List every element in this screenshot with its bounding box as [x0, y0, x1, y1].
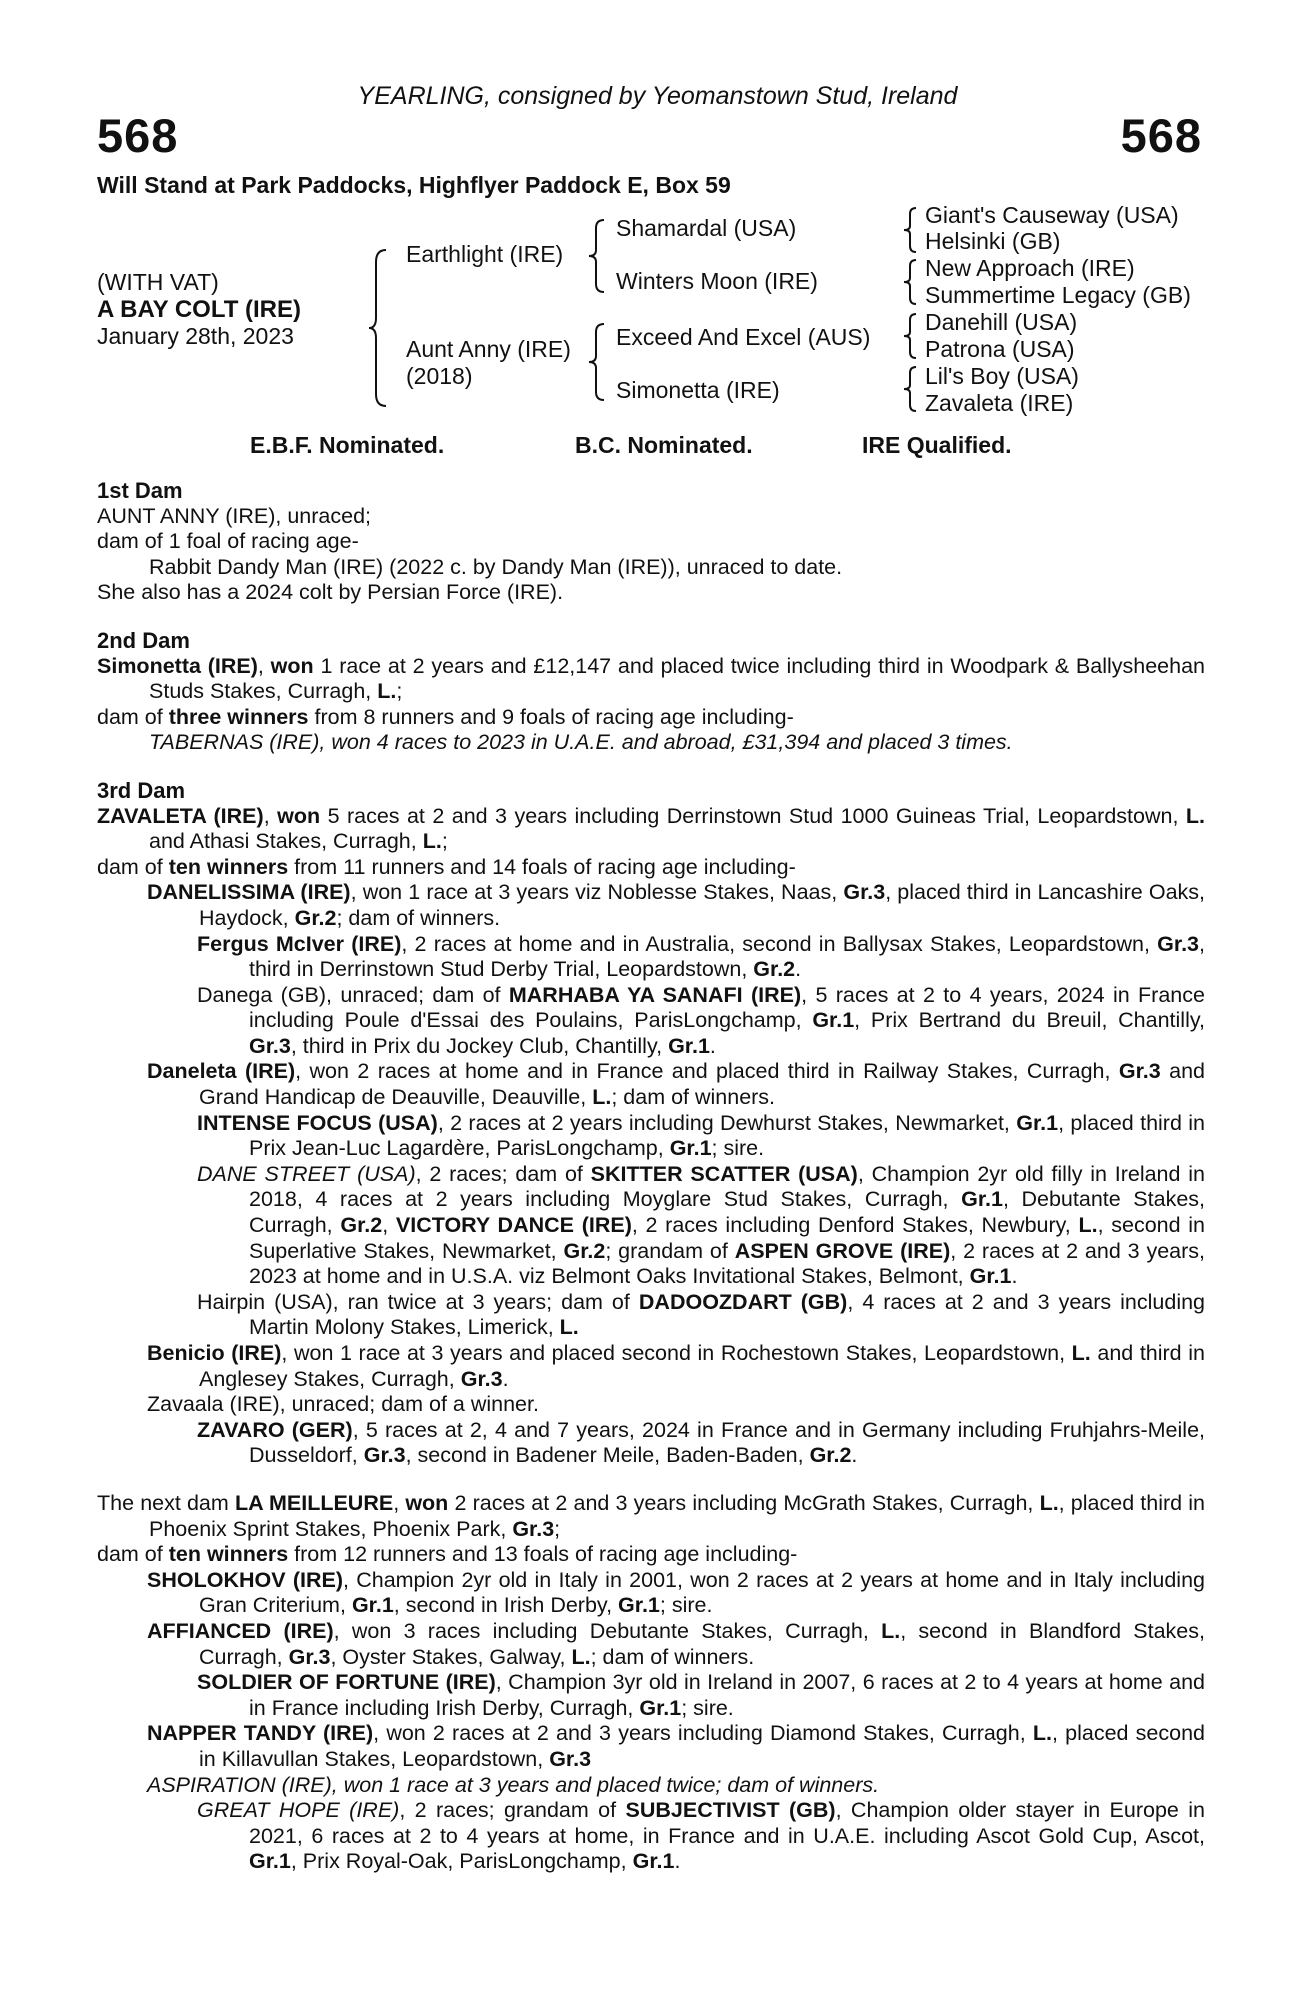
- pedigree-dam-dam: Simonetta (IRE): [616, 377, 780, 403]
- subject-dob: January 28th, 2023: [97, 323, 294, 349]
- second-dam-entry: Simonetta (IRE), won 1 race at 2 years and £12,147 and placed twice including third in Woodpark & Ballysheehan Studs Stakes, Curragh, L.;: [97, 653, 1205, 704]
- pedigree-brace-dam: [588, 322, 608, 402]
- entry-soldier-of-fortune: SOLDIER OF FORTUNE (IRE), Champion 3yr old in Ireland in 2007, 6 races at 2 to 4 years at home and in France including Irish Derby, Curragh, Gr.1; sire.: [197, 1670, 1205, 1720]
- entry-napper-tandy: NAPPER TANDY (IRE), won 2 races at 2 and 3 years including Diamond Stakes, Curragh, L., placed second in Killavullan Stakes, Leopardstown, Gr.3: [147, 1721, 1205, 1771]
- pedigree-gg5: Danehill (USA): [925, 309, 1078, 335]
- pedigree-dam: Aunt Anny (IRE): [406, 336, 571, 362]
- first-dam-heading: 1st Dam: [97, 478, 183, 503]
- entry-sholokhov: SHOLOKHOV (IRE), Champion 2yr old in Italy in 2001, won 2 races at 2 years at home and in Italy including Gran Criterium, Gr.1, second in Irish Derby, Gr.1; sire.: [147, 1567, 1205, 1618]
- pedigree-sire-sire: Shamardal (USA): [616, 215, 797, 241]
- pedigree-gg6: Patrona (USA): [925, 336, 1075, 362]
- pedigree-dam-year: (2018): [406, 363, 473, 389]
- ire-qualified: IRE Qualified.: [862, 432, 1012, 458]
- first-dam-note: She also has a 2024 colt by Persian Force (IRE).: [97, 580, 564, 605]
- dam-produce-record: [97, 478, 1205, 1875]
- third-dam-entry: ZAVALETA (IRE), won 5 races at 2 and 3 years including Derrinstown Stud 1000 Guineas Trial, Leopardstown, L. and Athasi Stakes, Curragh, L.;: [97, 803, 1205, 854]
- pedigree-gg4: Summertime Legacy (GB): [925, 282, 1191, 308]
- subject-name: A BAY COLT (IRE): [97, 296, 302, 323]
- lot-number-left: 568: [97, 109, 179, 162]
- lot-number-right: 568: [1120, 109, 1202, 162]
- entry-great-hope: GREAT HOPE (IRE), 2 races; grandam of SUBJECTIVIST (GB), Champion older stayer in Europe in 2021, 6 races at 2 to 4 years at home, in France and in U.A.E. including Ascot Gold Cup, Ascot, Gr.1, Prix Royal-Oak, ParisLongchamp, Gr.1.: [197, 1798, 1205, 1874]
- second-dam-produce: dam of three winners from 8 runners and 9 foals of racing age including-: [97, 704, 794, 729]
- first-dam-foal: Rabbit Dandy Man (IRE) (2022 c. by Dandy Man (IRE)), unraced to date.: [149, 554, 843, 579]
- pedigree-brace-sire: [588, 218, 608, 294]
- second-dam-heading: 2nd Dam: [97, 627, 190, 653]
- pedigree-dam-sire: Exceed And Excel (AUS): [616, 324, 871, 350]
- pedigree-brace-g78: [903, 365, 919, 413]
- entry-daneleta: Daneleta (IRE), won 2 races at home and in France and placed third in Railway Stakes, Curragh, Gr.3 and Grand Handicap de Deauville, Deauville, L.; dam of winners.: [147, 1059, 1205, 1110]
- consignment-line: YEARLING, consigned by Yeomanstown Stud, Ireland: [357, 82, 958, 110]
- entry-danega: Danega (GB), unraced; dam of MARHABA YA SANAFI (IRE), 5 races at 2 to 4 years, 2024 in France including Poule d'Essai des Poulains, ParisLongchamp, Gr.1, Prix Bertrand du Breuil, Chantilly, Gr.3, third in Prix du Jockey Club, Chantilly, Gr.1.: [197, 982, 1205, 1058]
- first-dam-produce-count: dam of 1 foal of racing age-: [97, 529, 359, 554]
- vat-note: (WITH VAT): [97, 269, 219, 295]
- pedigree-sire: Earthlight (IRE): [406, 241, 564, 267]
- entry-aspiration: ASPIRATION (IRE), won 1 race at 3 years and placed twice; dam of winners.: [147, 1772, 880, 1797]
- entry-hairpin: Hairpin (USA), ran twice at 3 years; dam of DADOOZDART (GB), 4 races at 2 and 3 years including Martin Molony Stakes, Limerick, L.: [197, 1289, 1206, 1340]
- pedigree-brace-main: [368, 248, 390, 408]
- second-dam-tabernas: TABERNAS (IRE), won 4 races to 2023 in U.A.E. and abroad, £31,394 and placed 3 times.: [149, 730, 1013, 755]
- next-dam-entry: The next dam LA MEILLEURE, won 2 races at 2 and 3 years including McGrath Stakes, Curragh, L., placed third in Phoenix Sprint Stakes, Phoenix Park, Gr.3;: [97, 1490, 1205, 1541]
- entry-benicio: Benicio (IRE), won 1 race at 3 years and placed second in Rochestown Stakes, Leopardstown, L. and third in Anglesey Stakes, Curragh, Gr.3.: [147, 1341, 1205, 1391]
- entry-zavaala: Zavaala (IRE), unraced; dam of a winner.: [147, 1392, 539, 1417]
- pedigree-gg2: Helsinki (GB): [925, 228, 1061, 254]
- first-dam-line: AUNT ANNY (IRE), unraced;: [97, 503, 372, 528]
- stand-location: Will Stand at Park Paddocks, Highflyer Paddock E, Box 59: [97, 172, 731, 198]
- entry-zavaro: ZAVARO (GER), 5 races at 2, 4 and 7 years, 2024 in France and in Germany including Fruhjahrs-Meile, Dusseldorf, Gr.3, second in Badener Meile, Baden-Baden, Gr.2.: [197, 1417, 1205, 1468]
- third-dam-heading: 3rd Dam: [97, 777, 186, 803]
- pedigree-brace-g34: [903, 258, 919, 306]
- entry-danelissima: DANELISSIMA (IRE), won 1 race at 3 years viz Noblesse Stakes, Naas, Gr.3, placed third in Lancashire Oaks, Haydock, Gr.2; dam of winners.: [147, 880, 1206, 930]
- ebf-nominated: E.B.F. Nominated.: [250, 432, 445, 458]
- entry-intense-focus: INTENSE FOCUS (USA), 2 races at 2 years including Dewhurst Stakes, Newmarket, Gr.1, placed third in Prix Jean-Luc Lagardère, ParisLongchamp, Gr.1; sire.: [197, 1110, 1205, 1161]
- next-dam-produce: dam of ten winners from 12 runners and 13 foals of racing age including-: [97, 1542, 798, 1567]
- pedigree-gg8: Zavaleta (IRE): [925, 390, 1074, 416]
- entry-dane-street: DANE STREET (USA), 2 races; dam of SKITTER SCATTER (USA), Champion 2yr old filly in Ireland in 2018, 4 races at 2 years including Moyglare Stud Stakes, Curragh, Gr.1, Debutante Stakes, Curragh, Gr.2, VICTORY DANCE (IRE), 2 races including Denford Stakes, Newbury, L., second in Superlative Stakes, Newmarket, Gr.2; grandam of ASPEN GROVE (IRE), 2 races at 2 and 3 years, 2023 at home and in U.S.A. viz Belmont Oaks Invitational Stakes, Belmont, Gr.1.: [197, 1161, 1206, 1289]
- pedigree-gg7: Lil's Boy (USA): [925, 363, 1079, 389]
- pedigree-gg1: Giant's Causeway (USA): [925, 202, 1179, 228]
- entry-affianced: AFFIANCED (IRE), won 3 races including Debutante Stakes, Curragh, L., second in Blandford Stakes, Curragh, Gr.3, Oyster Stakes, Galway, L.; dam of winners.: [147, 1618, 1205, 1669]
- third-dam-produce: dam of ten winners from 11 runners and 14 foals of racing age including-: [97, 854, 796, 879]
- entry-fergus-mciver: Fergus McIver (IRE), 2 races at home and in Australia, second in Ballysax Stakes, Leopardstown, Gr.3, third in Derrinstown Stud Derby Trial, Leopardstown, Gr.2.: [197, 931, 1205, 982]
- pedigree-gg3: New Approach (IRE): [925, 255, 1135, 281]
- pedigree-brace-g12: [903, 206, 919, 254]
- pedigree-brace-g56: [903, 312, 919, 360]
- pedigree-sire-dam: Winters Moon (IRE): [616, 268, 818, 294]
- bc-nominated: B.C. Nominated.: [575, 432, 753, 458]
